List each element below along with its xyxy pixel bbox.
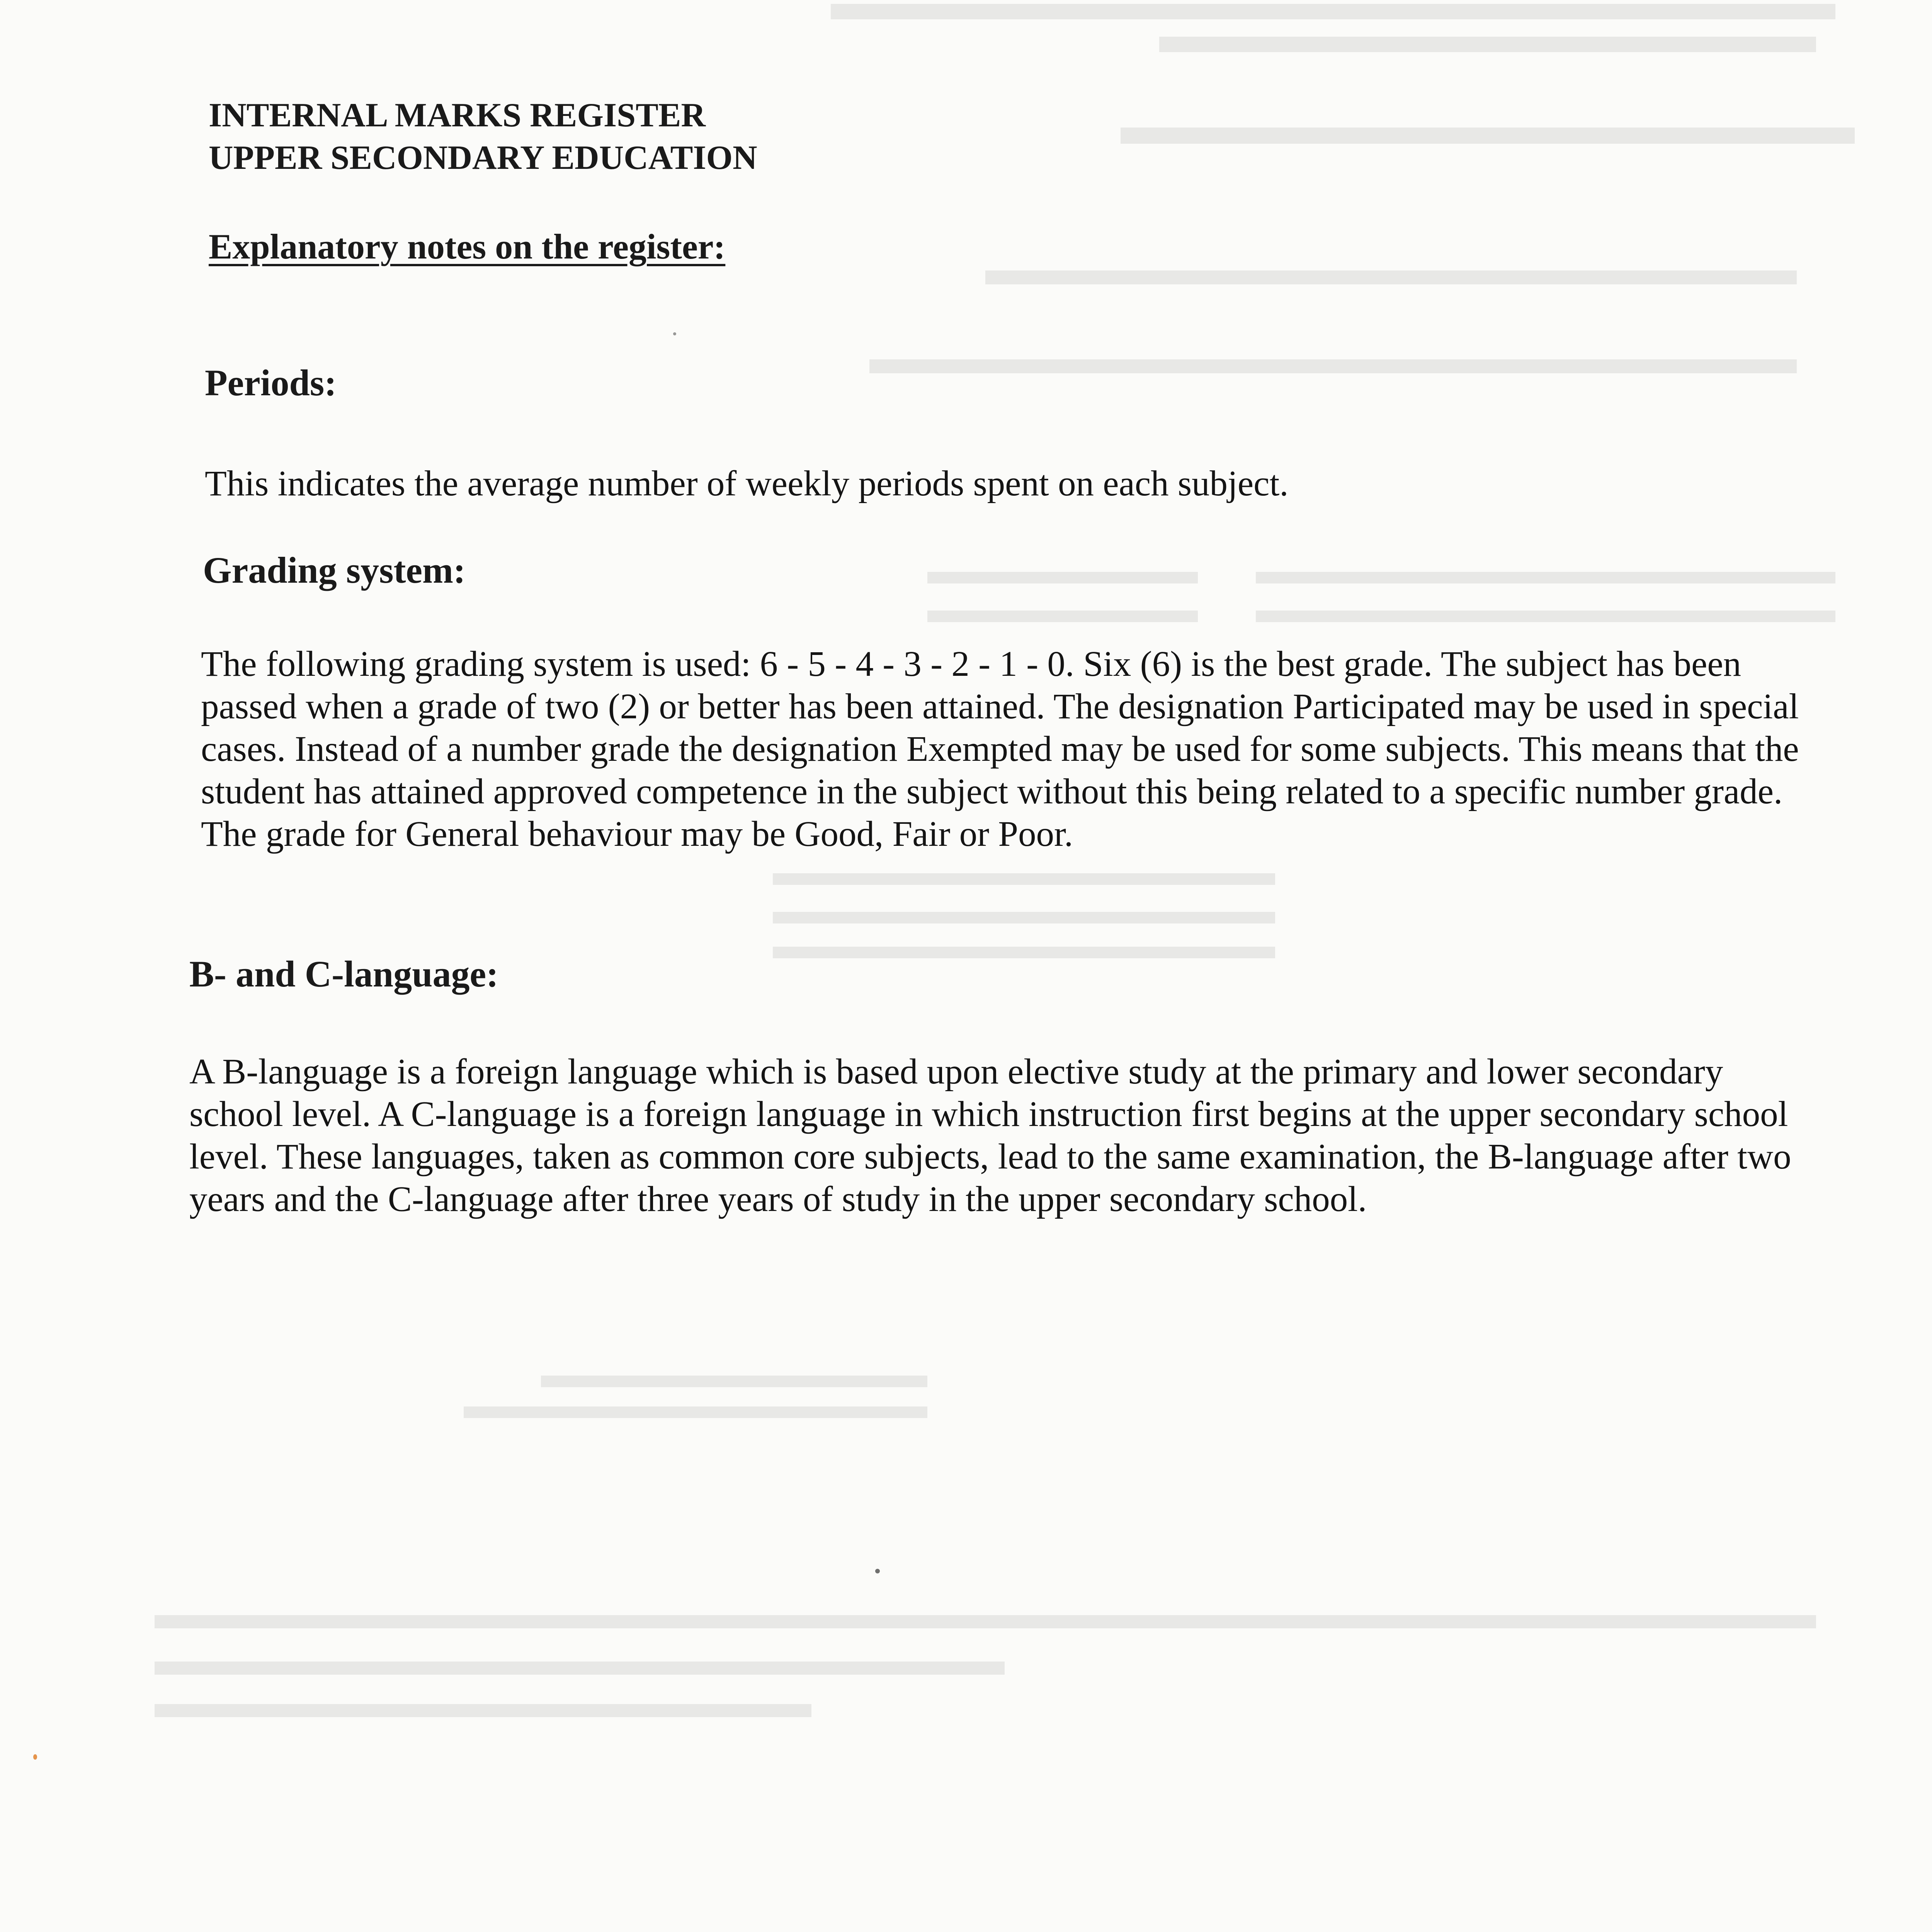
grading-heading: Grading system: [203,549,466,591]
languages-text-line: A B-language is a foreign language which is based upon elective study at the primary and lower secondary [189,1052,1723,1092]
scan-speck [875,1569,880,1573]
periods-text-line: This indicates the average number of weekly periods spent on each subject. [205,464,1289,503]
languages-text-line: years and the C-language after three years of study in the upper secondary school. [189,1179,1367,1219]
periods-heading: Periods: [205,362,337,403]
grading-text-line: The grade for General behaviour may be Good, Fair or Poor. [201,814,1073,854]
register-title: INTERNAL MARKS REGISTER [209,97,706,134]
scan-speck [33,1754,37,1760]
register-subtitle: UPPER SECONDARY EDUCATION [209,139,757,177]
languages-text-line: level. These languages, taken as common core subjects, lead to the same examination, the B-language after two [189,1137,1791,1177]
grading-text-line: The following grading system is used: 6 - 5 - 4 - 3 - 2 - 1 - 0. Six (6) is the best grade. The subject has been [201,644,1742,684]
grading-text-line: passed when a grade of two (2) or better has been attained. The designation Participated may be used in special [201,687,1799,726]
explanatory-notes-title: Explanatory notes on the register: [209,227,726,266]
grading-text-line: cases. Instead of a number grade the designation Exempted may be used for some subjects. This means that the [201,729,1799,769]
grading-text-line: student has attained approved competence in the subject without this being related to a specific number grade. [201,772,1783,811]
languages-heading: B- and C-language: [189,953,499,995]
scan-speck [673,332,676,335]
languages-text-line: school level. A C-language is a foreign language in which instruction first begins at the upper secondary school [189,1094,1788,1134]
